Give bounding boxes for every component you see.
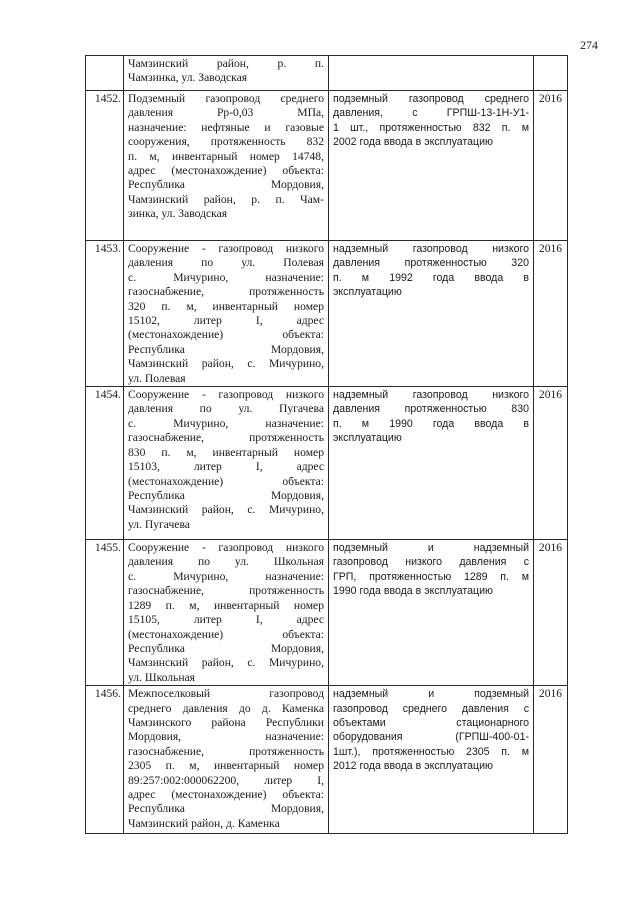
row-number: 1452. — [86, 91, 124, 241]
description-line: 320 п. м, инвентарный номер — [128, 299, 324, 313]
characteristics-line: 2012 года ввода в эксплуатацию — [333, 760, 493, 773]
characteristics-line: подземный газопровод среднего — [333, 93, 529, 105]
description-line: Чамзинский район, д. Каменка — [128, 816, 280, 830]
description-line: давления по ул. Полевая — [128, 256, 324, 270]
characteristics-line: 1 шт., протяженностью 832 п. м — [333, 121, 529, 134]
description-line: Чамзинский район, р. п. Чам- — [128, 192, 324, 206]
characteristics-line: 1шт.), протяженностью 2305 п. м — [333, 745, 529, 758]
year: 2016 — [534, 387, 568, 540]
description-line: Республика Мордовия, — [128, 488, 324, 502]
object-characteristics — [329, 540, 534, 686]
characteristics-line: п. м 1992 года ввода в — [333, 271, 529, 284]
description-line: Республика Мордовия, — [128, 342, 324, 356]
characteristics-line: объектами стационарного — [333, 716, 529, 729]
row-number: 1454. — [86, 387, 124, 540]
table-row — [86, 540, 568, 686]
description-line: 15103, литер I, адрес — [128, 460, 324, 474]
object-description — [124, 56, 329, 91]
description-line: ул. Школьная — [128, 670, 196, 684]
table-row — [86, 91, 568, 241]
description-line: Сооружение - газопровод низкого — [128, 541, 324, 555]
characteristics-line: подземный и надземный — [333, 542, 529, 555]
description-line: (местонахождение) объекта: — [128, 328, 324, 342]
year: 2016 — [534, 91, 568, 241]
description-line: с. Мичурино, назначение: — [128, 569, 324, 583]
page-number: 274 — [580, 38, 598, 52]
description-line: сооружения, протяженность 832 — [128, 135, 324, 149]
description-line: 830 п. м, инвентарный номер — [128, 445, 324, 459]
description-line: Чамзинского района Республики — [128, 715, 324, 729]
row-number: 1456. — [86, 686, 124, 834]
object-characteristics — [329, 387, 534, 540]
description-line: Межпоселковый газопровод — [128, 687, 324, 701]
description-line: 1289 п. м, инвентарный номер — [128, 598, 324, 612]
description-line: Чамзинский район, с. Мичурино, — [128, 357, 324, 371]
characteristics-line: давления протяженностью 320 — [333, 257, 529, 270]
description-line: газоснабжение, протяженность — [128, 744, 324, 758]
characteristics-line: оборудования (ГРПШ-400-01- — [333, 731, 529, 744]
description-line: п. м, инвентарный номер 14748, — [128, 149, 324, 163]
description-line: ул. Полевая — [128, 371, 186, 385]
object-characteristics — [329, 56, 534, 91]
year: 2016 — [534, 241, 568, 387]
object-characteristics — [329, 686, 534, 834]
description-line: газоснабжение, протяженность — [128, 431, 324, 445]
characteristics-line: ГРП, протяженностью 1289 п. м — [333, 570, 529, 583]
description-line: (местонахождение) объекта: — [128, 474, 324, 488]
characteristics-line: эксплуатацию — [333, 286, 402, 299]
row-number: 1455. — [86, 540, 124, 686]
object-characteristics — [329, 91, 534, 241]
characteristics-line: надземный газопровод низкого — [333, 243, 529, 255]
description-line: Сооружение - газопровод низкого — [128, 242, 324, 255]
description-line: среднего давления до д. Каменка — [128, 701, 324, 715]
description-line: 89:257:002:000062200, литер I, — [128, 773, 324, 787]
characteristics-line: давления, с ГРПШ-13-1Н-У1- — [333, 107, 529, 120]
description-line: давления Рр-0,03 МПа, — [128, 106, 324, 120]
characteristics-line: 1990 года ввода в эксплуатацию — [333, 585, 493, 598]
description-line: давления по ул. Пугачева — [128, 402, 324, 416]
description-line: 15105, литер I, адрес — [128, 613, 324, 627]
description-line: Чамзинский район, с. Мичурино, — [128, 656, 324, 670]
description-line: 2305 п. м, инвентарный номер — [128, 759, 324, 773]
description-line: 15102, литер I, адрес — [128, 314, 324, 328]
description-line: газоснабжение, протяженность — [128, 584, 324, 598]
year: 2016 — [534, 686, 568, 834]
description-line: Подземный газопровод среднего — [128, 92, 324, 105]
registry-table — [85, 55, 568, 834]
description-line: Чамзинка, ул. Заводская — [128, 71, 248, 85]
description-line: зинка, ул. Заводская — [128, 207, 228, 221]
description-line: Чамзинский район, р. п. — [128, 57, 324, 70]
description-line: Республика Мордовия, — [128, 178, 324, 192]
row-number: 1453. — [86, 241, 124, 387]
characteristics-line: давления протяженностью 830 — [333, 403, 529, 416]
table-row — [86, 686, 568, 834]
table-row — [86, 387, 568, 540]
description-line: с. Мичурино, назначение: — [128, 416, 324, 430]
description-line: адрес (местонахождение) объекта: — [128, 787, 324, 801]
characteristics-line: газопровод низкого давления с — [333, 556, 529, 569]
year — [534, 56, 568, 91]
object-description — [124, 241, 329, 387]
description-line: адрес (местонахождение) объекта: — [128, 164, 324, 178]
object-description — [124, 387, 329, 540]
description-line: давления по ул. Школьная — [128, 555, 324, 569]
characteristics-line: надземный газопровод низкого — [333, 389, 529, 402]
characteristics-line: надземный и подземный — [333, 688, 529, 701]
description-line: с. Мичурино, назначение: — [128, 270, 324, 284]
description-line: назначение: нефтяные и газовые — [128, 120, 324, 134]
table-row — [86, 56, 568, 91]
description-line: газоснабжение, протяженность — [128, 285, 324, 299]
registry-table-wrapper — [85, 55, 568, 834]
object-description — [124, 91, 329, 241]
table-row — [86, 241, 568, 387]
description-line: Республика Мордовия, — [128, 641, 324, 655]
description-line: Республика Мордовия, — [128, 802, 324, 816]
row-number — [86, 56, 124, 91]
description-line: Мордовия, назначение: — [128, 730, 324, 744]
characteristics-line: п. м 1990 года ввода в — [333, 417, 529, 430]
object-description — [124, 540, 329, 686]
object-characteristics — [329, 241, 534, 387]
object-description — [124, 686, 329, 834]
description-line: ул. Пугачева — [128, 517, 190, 531]
characteristics-line: 2002 года ввода в эксплуатацию — [333, 136, 493, 149]
description-line: Чамзинский район, с. Мичурино, — [128, 503, 324, 517]
characteristics-line: газопровод среднего давления с — [333, 702, 529, 715]
year: 2016 — [534, 540, 568, 686]
description-line: Сооружение - газопровод низкого — [128, 388, 324, 402]
characteristics-line: эксплуатацию — [333, 432, 402, 445]
description-line: (местонахождение) объекта: — [128, 627, 324, 641]
registry-table-body — [86, 56, 568, 834]
